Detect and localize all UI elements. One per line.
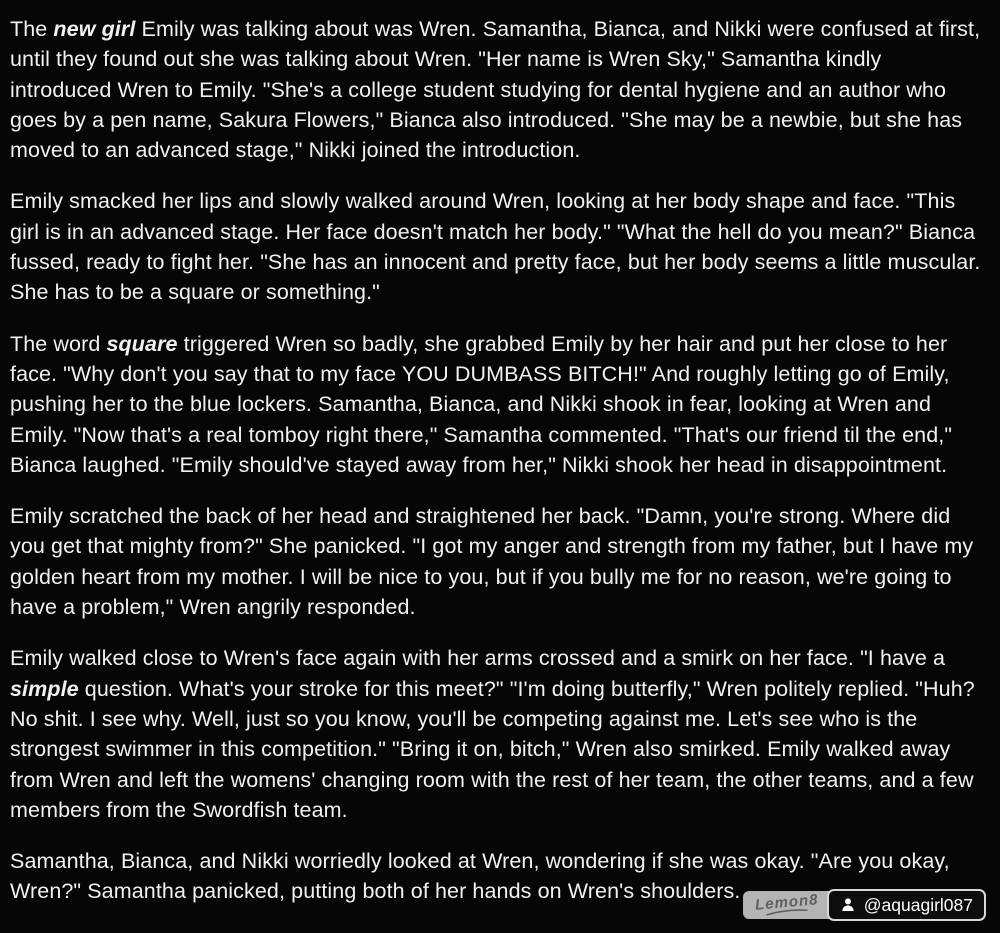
user-handle: @aquagirl087 <box>863 894 973 915</box>
emphasized-text: new girl <box>53 17 136 41</box>
paragraph <box>10 14 988 165</box>
paragraph <box>10 643 988 825</box>
text-run: Emily walked close to Wren's face again with her arms crossed and a smirk on her face. "I have a <box>10 646 946 671</box>
watermark <box>743 889 986 921</box>
text-run: Emily smacked her lips and slowly walked around Wren, looking at her body shape and face. "This girl is in an advanced stage. Her face doesn't match her body." "What the hell do you mean?" Bianca fussed, ready to fight her. "She has an innocent and pretty face, but her body seems a little muscular. She has to be a square or something." <box>10 189 981 305</box>
text-run: The <box>10 17 54 41</box>
paragraph <box>10 329 988 480</box>
text-run: triggered Wren so badly, she grabbed Emily by her hair and put her close to her face. "Why don't you say that to my face YOU DUMBASS BITCH!" And roughly letting go of Emily, pushing her to the blue lockers. Samantha, Bianca, and Nikki shook in fear, looking at Wren and Emily. "Now that's a real tomboy right there," Samantha commented. "That's our friend til the end," Bianca laughed. "Emily should've stayed away from her," Nikki shook her head in disappointment. <box>10 331 953 477</box>
person-icon <box>840 897 856 913</box>
emphasized-text: simple <box>10 676 79 701</box>
lemon8-logo-text: Lemon8 <box>754 890 820 914</box>
paragraph <box>10 186 988 307</box>
text-run: Samantha, Bianca, and Nikki worriedly looked at Wren, wondering if she was okay. "Are you okay, Wren?" Samantha panicked, putting both of her hands on Wren's shoulders. <box>10 849 950 904</box>
text-run: The word <box>10 331 107 356</box>
text-run: Emily was talking about was Wren. Samantha, Bianca, and Nikki were confused at first, until they found out she was talking about Wren. "Her name is Wren Sky," Samantha kindly introduced Wren to Emily. "She's a college student studying for dental hygiene and an author who goes by a pen name, Sakura Flowers," Bianca also introduced. "She may be a newbie, but she has moved to an advanced stage," Nikki joined the introduction. <box>10 17 981 163</box>
paragraph <box>10 501 988 622</box>
user-handle-badge <box>827 889 986 921</box>
text-run: question. What's your stroke for this meet?" "I'm doing butterfly," Wren politely replied. "Huh? No shit. I see why. Well, just so you know, you'll be competing against me. Let's see who is the strongest swimmer in this competition." "Bring it on, bitch," Wren also smirked. Emily walked away from Wren and left the womens' changing room with the rest of her team, the other teams, and a few members from the Swordfish team. <box>10 676 975 822</box>
text-run: Emily scratched the back of her head and straightened her back. "Damn, you're strong. Where did you get that mighty from?" She panicked. "I got my anger and strength from my father, but I have my golden heart from my mother. I will be nice to you, but if you bully me for no reason, we're going to have a problem," Wren angrily responded. <box>10 504 974 620</box>
lemon8-logo-badge <box>743 891 835 919</box>
emphasized-text: square <box>106 331 178 356</box>
